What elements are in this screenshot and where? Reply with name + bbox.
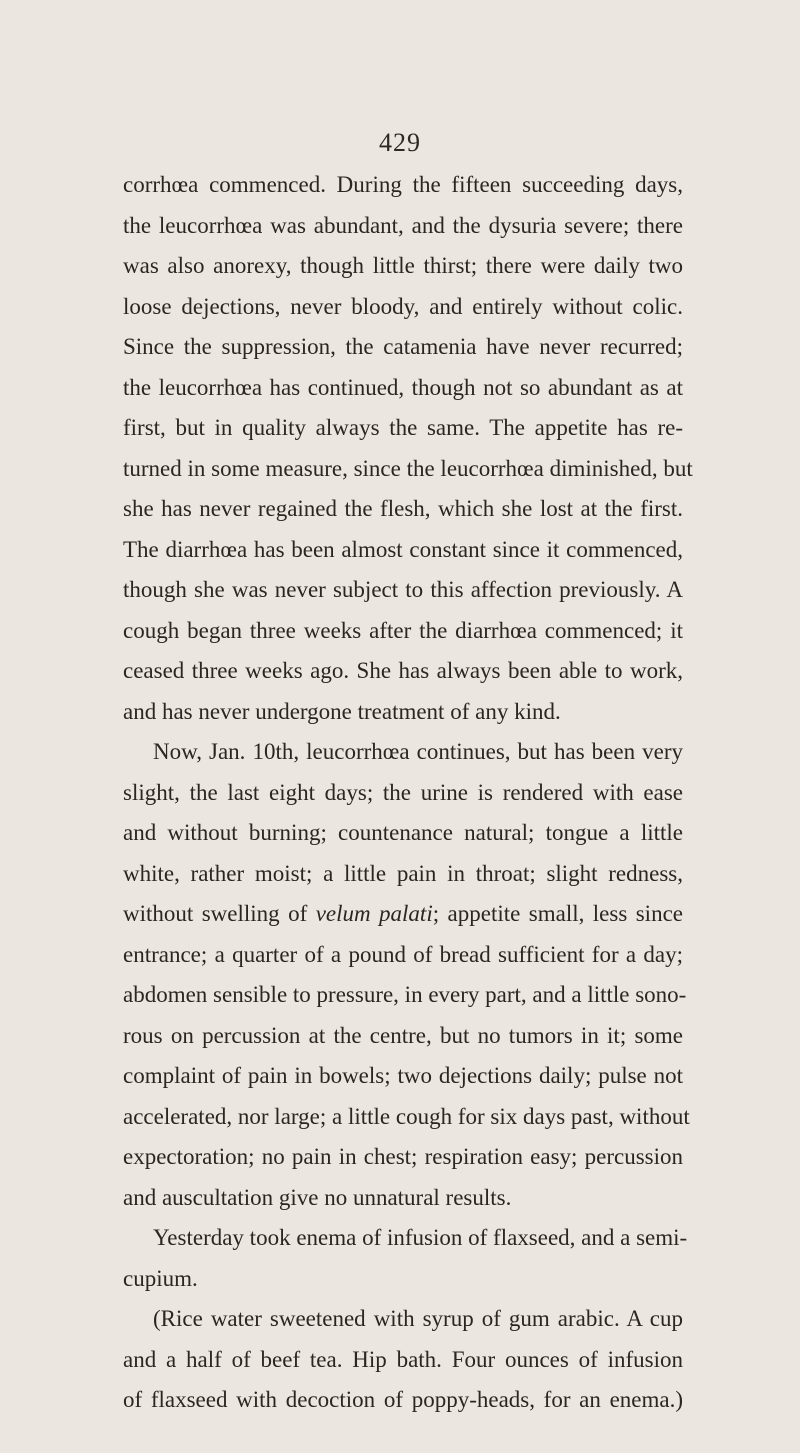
paragraph [123, 1218, 688, 1299]
text-line: ceased three weeks ago. She has always been able to work, [123, 658, 683, 683]
text-line: without swelling of velum palati; appetite small, less since [123, 901, 683, 926]
text-line: cough began three weeks after the diarrhœa commenced; it [123, 617, 683, 643]
text-line: slight, the last eight days; the urine is rendered with ease [123, 779, 683, 805]
text-line: The diarrhœa has been almost constant since it commenced, [123, 536, 683, 562]
text-line: and auscultation give no unnatural results. [123, 1184, 512, 1210]
text-line: abdomen sensible to pressure, in every part, and a little sono- [123, 982, 687, 1007]
text-line: and a half of beef tea. Hip bath. Four ounces of infusion [123, 1346, 683, 1372]
paragraph [123, 732, 690, 1218]
text-line: and without burning; countenance natural; tongue a little [123, 820, 683, 845]
text-line: though she was never subject to this affection previously. A [123, 577, 683, 602]
text-line: Yesterday took enema of infusion of flaxseed, and a semi- [153, 1225, 688, 1250]
text-line: first, but in quality always the same. The appetite has re- [123, 415, 683, 440]
text-line: and has never undergone treatment of any kind. [123, 698, 561, 724]
text-line: she has never regained the flesh, which she lost at the first. [123, 496, 683, 521]
text-line: corrhœa commenced. During the fifteen succeeding days, [123, 172, 683, 197]
text-line: was also anorexy, though little thirst; there were daily two [123, 253, 683, 278]
text-line: loose dejections, never bloody, and entirely without colic. [123, 293, 683, 319]
text-line: white, rather moist; a little pain in throat; slight redness, [123, 860, 683, 886]
paragraph [123, 1299, 683, 1421]
text-line: rous on percussion at the centre, but no tumors in it; some [123, 1022, 683, 1048]
text-line: of flaxseed with decoction of poppy-heads, for an enema.) [123, 1387, 683, 1412]
page-number: 429 [379, 128, 421, 157]
text-line: Since the suppression, the catamenia have never recurred; [123, 334, 683, 359]
latin-term: velum palati [315, 901, 433, 926]
text-line: cupium. [123, 1265, 198, 1291]
text-line: accelerated, nor large; a little cough for six days past, without [123, 1103, 690, 1129]
text-line: (Rice water sweetened with syrup of gum arabic. A cup [153, 1306, 683, 1331]
text-line: Now, Jan. 10th, leucorrhœa continues, but has been very [153, 739, 683, 764]
text-line: turned in some measure, since the leucorrhœa diminished, but [123, 455, 693, 481]
paragraph [123, 165, 693, 732]
text-line: expectoration; no pain in chest; respiration easy; percussion [123, 1144, 683, 1169]
text-line: entrance; a quarter of a pound of bread sufficient for a day; [123, 941, 683, 967]
body-text [123, 165, 693, 1421]
text-line: the leucorrhœa was abundant, and the dysuria severe; there [123, 212, 683, 238]
text-line: complaint of pain in bowels; two dejections daily; pulse not [123, 1063, 683, 1088]
text-line: the leucorrhœa has continued, though not so abundant as at [123, 374, 683, 400]
